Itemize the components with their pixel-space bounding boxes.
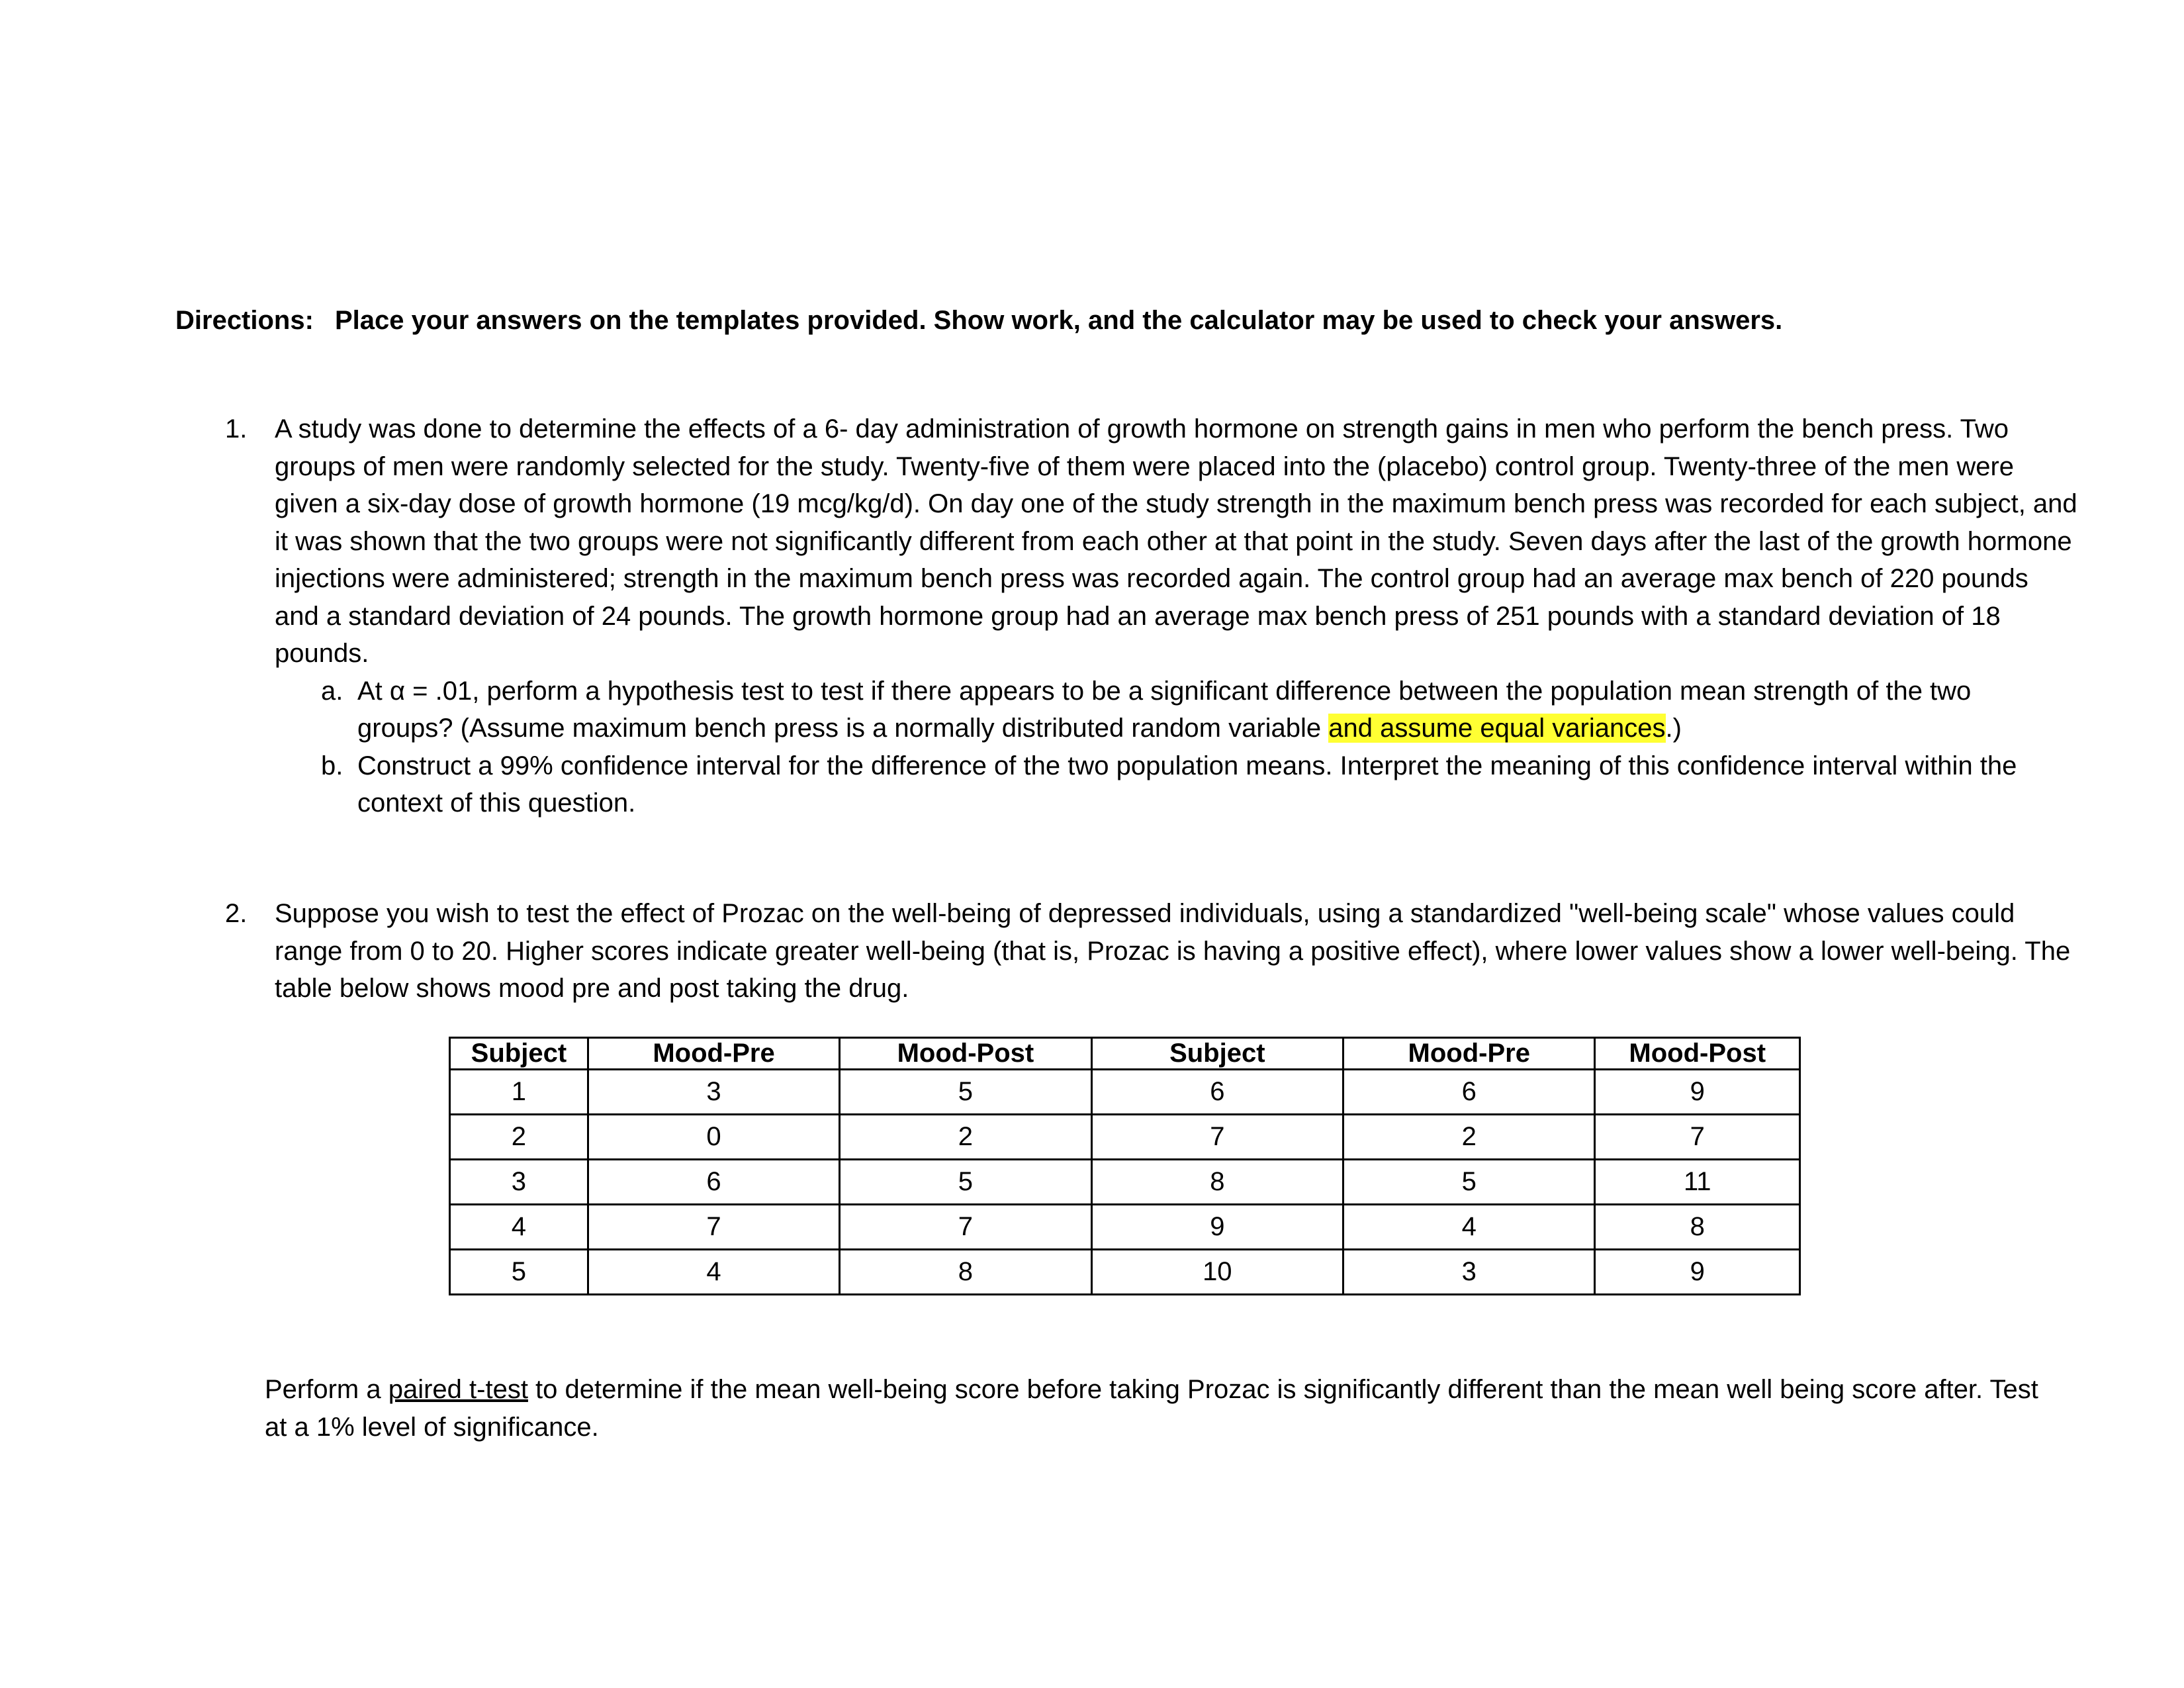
question-2 (225, 895, 2078, 1008)
question-1b-text: Construct a 99% confidence interval for the difference of the two population means. Interpret the meaning of this confidence interval within the context of this question. (357, 751, 2017, 818)
question-1b (321, 747, 2028, 822)
table-header-cell: Mood-Post (1595, 1038, 1800, 1070)
table-cell: 3 (450, 1160, 588, 1205)
table-cell: 3 (588, 1070, 839, 1115)
question-2-body: Suppose you wish to test the effect of Prozac on the well-being of depressed individuals, using a standardized "well-being scale" whose values could range from 0 to 20. Higher scores indicate greater well-being (that is, Prozac is having a positive effect), where lower values show a lower well-being. The table below shows mood pre and post taking the drug. (275, 899, 2071, 1003)
paired-t-test-text: paired t-test (388, 1375, 528, 1404)
directions-text: Place your answers on the templates provided. Show work, and the calculator may be used to check your answers. (334, 306, 1783, 335)
question-1-number: 1. (225, 414, 248, 444)
table-cell: 5 (840, 1070, 1091, 1115)
table-cell: 0 (588, 1115, 839, 1160)
question-1b-letter: b. (321, 751, 343, 780)
table-header-cell: Mood-Pre (588, 1038, 839, 1070)
table-cell: 5 (450, 1250, 588, 1295)
question-2-task-before: Perform a (265, 1375, 388, 1404)
table-cell: 2 (450, 1115, 588, 1160)
table-cell: 2 (1343, 1115, 1595, 1160)
table-cell: 7 (1091, 1115, 1343, 1160)
table-cell: 8 (1595, 1205, 1800, 1250)
question-1a-text-before: At α = .01, perform a hypothesis test to test if there appears to be a significant difference between the population mean strength of the two groups? (Assume maximum bench press is a normally distributed random variable (357, 676, 1972, 743)
directions-label: Directions: (175, 306, 314, 335)
table-cell: 4 (588, 1250, 839, 1295)
table-cell: 10 (1091, 1250, 1343, 1295)
table-row (450, 1205, 1800, 1250)
table-header-cell: Mood-Pre (1343, 1038, 1595, 1070)
question-1a (321, 673, 2028, 747)
directions (175, 303, 1782, 338)
table-row (450, 1250, 1800, 1295)
table-cell: 8 (840, 1250, 1091, 1295)
table-cell: 6 (1343, 1070, 1595, 1115)
question-2-task-after: to determine if the mean well-being score before taking Prozac is significantly different than the mean well being score after. Test at a 1% level of significance. (265, 1375, 2038, 1442)
table-cell: 11 (1595, 1160, 1800, 1205)
question-1-body: A study was done to determine the effects of a 6- day administration of growth hormone on strength gains in men who perform the bench press. Two groups of men were randomly selected for the study. Twenty-five of them were placed into the (placebo) control group. Twenty-three of the men were given a six-day dose of growth hormone (19 mcg/kg/d). On day one of the study strength in the maximum bench press was recorded for each subject, and it was shown that the two groups were not significantly different from each other at that point in the study. Seven days after the last of the growth hormone injections were administered; strength in the maximum bench press was recorded again. The control group had an average max bench of 220 pounds and a standard deviation of 24 pounds. The growth hormone group had an average max bench press of 251 pounds with a standard deviation of 18 pounds. (275, 414, 2077, 668)
question-1a-letter: a. (321, 676, 343, 706)
table-header-row (450, 1038, 1800, 1070)
table-cell: 5 (1343, 1160, 1595, 1205)
table-row (450, 1160, 1800, 1205)
question-1a-text-after: .) (1665, 714, 1682, 743)
table-header-cell: Subject (1091, 1038, 1343, 1070)
highlighted-text: and assume equal variances (1328, 714, 1666, 743)
table-header-cell: Subject (450, 1038, 588, 1070)
table-cell: 3 (1343, 1250, 1595, 1295)
table-row (450, 1115, 1800, 1160)
table-row (450, 1070, 1800, 1115)
mood-table (449, 1037, 1801, 1295)
table-cell: 6 (1091, 1070, 1343, 1115)
table-cell: 9 (1595, 1070, 1800, 1115)
table-cell: 9 (1091, 1205, 1343, 1250)
table-header-cell: Mood-Post (840, 1038, 1091, 1070)
question-2-task (265, 1371, 2052, 1446)
table-cell: 7 (840, 1205, 1091, 1250)
question-2-number: 2. (225, 899, 248, 928)
table-cell: 2 (840, 1115, 1091, 1160)
table-cell: 8 (1091, 1160, 1343, 1205)
table-cell: 6 (588, 1160, 839, 1205)
table-cell: 4 (1343, 1205, 1595, 1250)
question-1a-text (357, 673, 2028, 747)
table-cell: 5 (840, 1160, 1091, 1205)
table-cell: 9 (1595, 1250, 1800, 1295)
table-cell: 4 (450, 1205, 588, 1250)
question-1 (225, 410, 2078, 822)
table-cell: 1 (450, 1070, 588, 1115)
table-cell: 7 (588, 1205, 839, 1250)
table-cell: 7 (1595, 1115, 1800, 1160)
